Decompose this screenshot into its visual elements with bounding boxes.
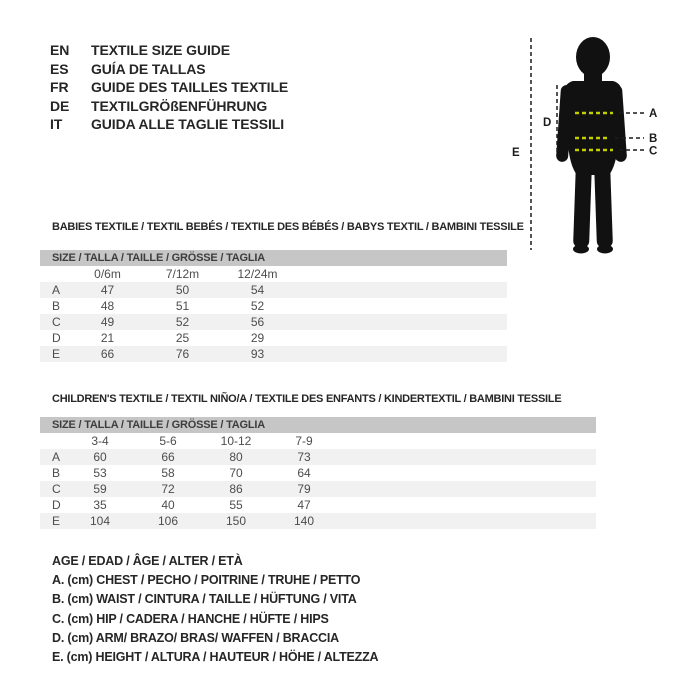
measure-label-a: A [649,108,658,120]
size-header-label: SIZE / TALLA / TAILLE / GRÖSSE / TAGLIA [40,417,596,433]
table-row [40,298,507,314]
table-row [40,497,596,513]
children-size-table [40,417,596,529]
filler-cell [338,497,596,513]
measure-label-c: C [649,145,658,158]
age-column-label: 3-4 [91,434,109,448]
value-cell: 49 [70,314,145,330]
filler-cell [338,513,596,529]
row-label-cell: B [52,466,61,480]
babies-section-title: BABIES TEXTILE / TEXTIL BEBÉS / TEXTILE DES BÉBÉS / BABYS TEXTIL / BAMBINI TESSILE [52,221,524,233]
value-cell: 73 [270,449,338,465]
language-code: ES [50,60,69,77]
value-cell: 56 [220,314,295,330]
table-header-row [40,417,596,433]
value-cell: 104 [66,513,134,529]
table-row [40,346,507,362]
filler-cell [295,298,507,314]
value-cell: 48 [100,299,115,313]
value-cell: 70 [229,466,243,480]
empty-cell [40,266,70,282]
value-cell: 93 [220,346,295,362]
value-cell: 47 [297,498,311,512]
language-row-fr [50,78,288,97]
age-column-label: 5-6 [159,434,177,448]
row-label-cell: A [40,282,70,298]
measure-label-e: E [512,147,520,159]
language-row-en [50,41,288,60]
language-title: GUIDA ALLE TAGLIE TESSILI [91,116,284,132]
table-row [40,481,596,497]
filler-cell [338,449,596,465]
children-section-title: CHILDREN'S TEXTILE / TEXTIL NIÑO/A / TEXTILE DES ENFANTS / KINDERTEXTIL / BAMBINI TESSILE [52,393,562,405]
value-cell: 47 [70,282,145,298]
table-row [40,330,507,346]
language-title: GUÍA DE TALLAS [91,60,206,77]
language-row-de [50,97,288,116]
row-label-cell: E [40,346,70,362]
table-row [40,282,507,298]
value-cell: 50 [145,282,220,298]
size-header-label: SIZE / TALLA / TAILLE / GRÖSSE / TAGLIA [40,250,507,266]
value-cell: 35 [93,498,107,512]
value-cell: 58 [161,466,175,480]
table-row [40,513,596,529]
value-cell: 66 [134,449,202,465]
value-cell: 60 [66,449,134,465]
table-header-row [40,250,507,266]
age-column-label: 7-9 [295,434,313,448]
age-column-label: 12/24m [237,267,278,281]
value-cell: 140 [270,513,338,529]
value-cell: 51 [175,299,190,313]
row-label-cell: A [40,449,66,465]
value-cell: 64 [297,466,311,480]
language-code: EN [50,42,70,58]
value-cell: 21 [100,331,115,345]
age-column-label: 0/6m [94,267,121,281]
language-title: TEXTILGRÖßENFÜHRUNG [91,97,268,114]
language-code: DE [50,97,70,114]
value-cell: 52 [145,314,220,330]
value-cell: 52 [250,299,265,313]
table-row [40,314,507,330]
measure-label-b: B [649,133,658,145]
value-cell: 86 [202,481,270,497]
filler-cell [295,266,507,282]
value-cell: 150 [202,513,270,529]
filler-cell [338,481,596,497]
legend-age-line: AGE / EDAD / ÂGE / ALTER / ETÀ [52,554,243,568]
value-cell: 55 [229,498,243,512]
legend-item-chest: A. (cm) CHEST / PECHO / POITRINE / TRUHE / PETTO [52,573,361,588]
age-columns-row [40,266,507,282]
value-cell: 80 [202,449,270,465]
value-cell: 53 [93,466,107,480]
language-row-it [50,115,288,134]
age-column-label: 10-12 [220,434,252,448]
value-cell: 72 [134,481,202,497]
empty-cell [40,433,66,449]
value-cell: 66 [70,346,145,362]
value-cell: 54 [220,282,295,298]
age-column-label: 7/12m [165,267,200,281]
measurement-legend [52,552,378,667]
language-title: TEXTILE SIZE GUIDE [91,42,230,58]
row-label-cell: E [40,513,66,529]
value-cell: 25 [175,331,190,345]
table-row [40,449,596,465]
row-label-cell: B [52,299,61,313]
language-title: GUIDE DES TAILLES TEXTILE [91,79,289,95]
child-measurement-diagram [495,25,680,270]
language-code: IT [50,116,63,132]
filler-cell [295,346,507,362]
babies-size-table [40,250,507,362]
age-columns-row [40,433,596,449]
child-silhouette [556,37,627,254]
measure-label-d: D [543,117,552,129]
row-label-cell: D [52,331,61,345]
row-label-cell: C [40,481,66,497]
value-cell: 40 [161,498,175,512]
language-row-es [50,60,288,79]
filler-cell [295,314,507,330]
filler-cell [338,465,596,481]
value-cell: 59 [66,481,134,497]
filler-cell [295,282,507,298]
filler-cell [338,433,596,449]
value-cell: 76 [145,346,220,362]
row-label-cell: C [40,314,70,330]
legend-item-hip: C. (cm) HIP / CADERA / HANCHE / HÜFTE / HIPS [52,611,329,626]
row-label-cell: D [52,498,61,512]
table-row [40,465,596,481]
value-cell: 29 [250,331,265,345]
filler-cell [295,330,507,346]
value-cell: 106 [134,513,202,529]
value-cell: 79 [270,481,338,497]
language-title-list [50,41,288,134]
legend-item-arm: D. (cm) ARM/ BRAZO/ BRAS/ WAFFEN / BRACCIA [52,630,339,645]
legend-item-height: E. (cm) HEIGHT / ALTURA / HAUTEUR / HÖHE / ALTEZZA [52,650,379,665]
legend-item-waist: B. (cm) WAIST / CINTURA / TAILLE / HÜFTUNG / VITA [52,592,357,607]
language-code: FR [50,79,69,95]
